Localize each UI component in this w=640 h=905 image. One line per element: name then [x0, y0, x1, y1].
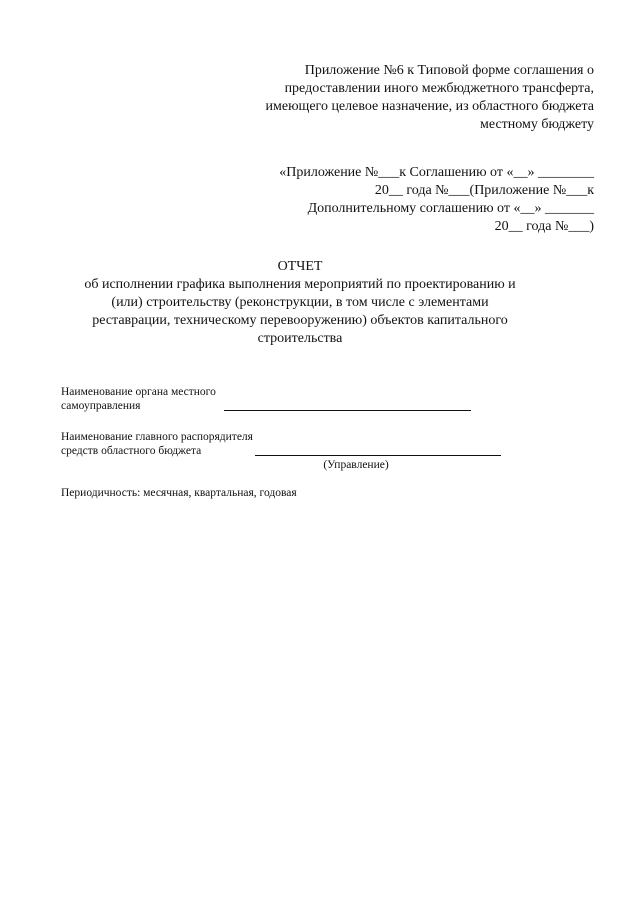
report-subtitle-line: реставрации, техническому перевооружению) объектов капитального: [92, 313, 508, 328]
reference-line: Дополнительному соглашению от «__» _______: [307, 201, 594, 216]
reference-line: 20__ года №___): [494, 219, 594, 234]
periodicity-text: Периодичность: месячная, квартальная, годовая: [61, 487, 297, 499]
report-subtitle-line: строительства: [257, 331, 343, 346]
report-title-block: [40, 258, 560, 348]
agreement-reference: [214, 164, 594, 236]
local-gov-label-line-1: Наименование органа местного: [61, 386, 216, 398]
appendix-header: [214, 62, 594, 134]
appendix-line: местному бюджету: [480, 117, 594, 132]
report-subtitle-line: об исполнении графика выполнения мероприятий по проектированию и: [84, 277, 516, 292]
local-gov-row: [61, 399, 601, 413]
chief-admin-label-line-1: Наименование главного распорядителя: [61, 431, 253, 443]
appendix-line: предоставлении иного межбюджетного трансферта,: [284, 81, 594, 96]
appendix-line: имеющего целевое назначение, из областного бюджета: [265, 99, 594, 114]
management-caption-row: [61, 458, 601, 472]
local-gov-label-line-2: самоуправления: [61, 400, 141, 412]
report-title: ОТЧЕТ: [277, 259, 323, 274]
chief-admin-label-line-2: средств областного бюджета: [61, 445, 202, 457]
management-caption: (Управление): [323, 459, 389, 471]
reference-line: «Приложение №___к Соглашению от «__» ________: [279, 165, 594, 180]
local-gov-input-line[interactable]: [224, 410, 471, 411]
report-fields: [61, 385, 601, 500]
chief-admin-row: [61, 444, 601, 458]
report-subtitle-line: (или) строительству (реконструкции, в том числе с элементами: [111, 295, 489, 310]
chief-admin-input-line[interactable]: [255, 455, 501, 456]
appendix-line: Приложение №6 к Типовой форме соглашения о: [304, 63, 594, 78]
reference-line: 20__ года №___(Приложение №___к: [374, 183, 594, 198]
